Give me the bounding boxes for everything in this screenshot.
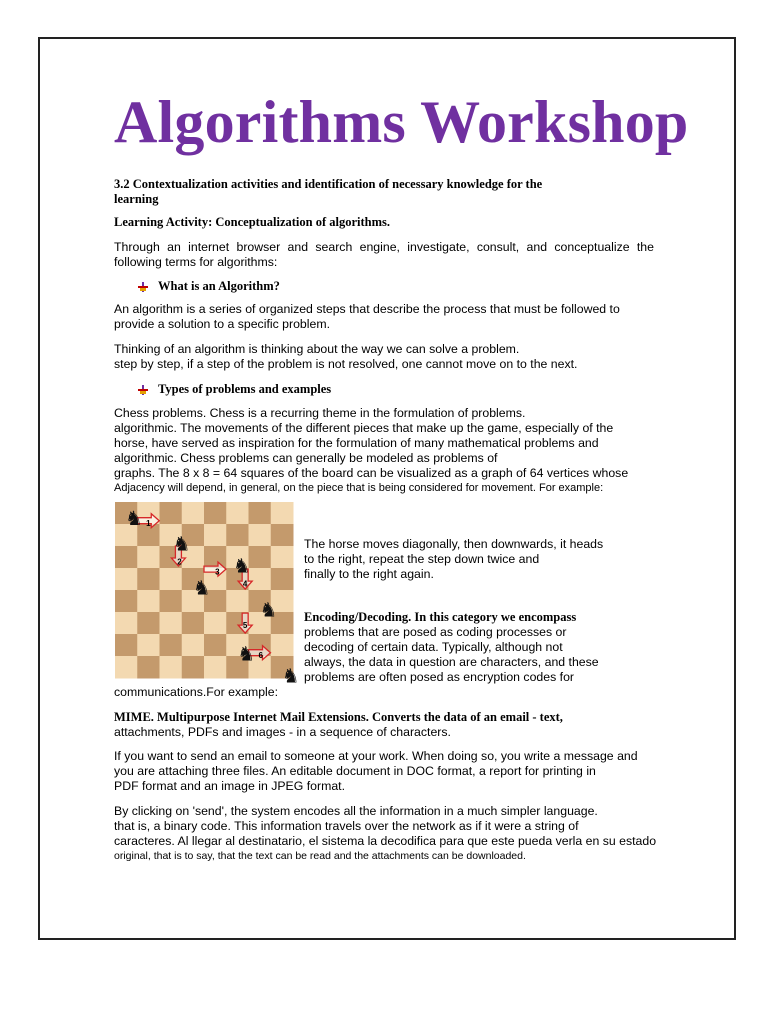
mime-paragraph xyxy=(114,710,654,740)
board-square xyxy=(204,612,227,635)
text-line: horse, have served as inspiration for the formulation of many mathematical problems and xyxy=(114,436,599,450)
text-line: Chess problems. Chess is a recurring theme in the formulation of problems. xyxy=(114,406,526,420)
bullet-what-is-algorithm xyxy=(138,279,280,294)
text-line: decoding of certain data. Typically, although not xyxy=(304,640,563,654)
board-square xyxy=(204,656,227,679)
board-square xyxy=(182,634,205,657)
board-square xyxy=(137,590,160,613)
board-square xyxy=(204,502,227,525)
knight-icon: ♞ xyxy=(172,531,191,556)
step-label: 6 xyxy=(258,650,263,660)
text-line: The horse moves diagonally, then downwards, it heads xyxy=(304,537,604,551)
board-square xyxy=(204,546,227,569)
board-square xyxy=(160,568,183,591)
text-line: Adjacency will depend, in general, on the piece that is being considered for movement. For example: xyxy=(114,482,604,494)
board-square xyxy=(115,568,138,591)
chess-paragraph xyxy=(114,406,654,496)
text-line: you are attaching three files. An editable document in DOC format, a report for printing in xyxy=(114,764,596,778)
text-line: step by step, if a step of the problem is not resolved, one cannot move on to the next. xyxy=(114,357,578,371)
text-line: caracteres. Al llegar al destinatario, el sistema la decodifica para que este pueda verla en su estado xyxy=(114,834,657,848)
encoding-paragraph xyxy=(304,610,664,685)
text-line: PDF format and an image in JPEG format. xyxy=(114,779,345,793)
board-square xyxy=(271,502,294,525)
board-square xyxy=(249,546,272,569)
board-square xyxy=(271,546,294,569)
step-label: 3 xyxy=(215,567,220,577)
section-heading-line: 3.2 Contextualization activities and identification of necessary knowledge for the xyxy=(114,177,543,191)
step-label: 2 xyxy=(177,557,182,567)
step-label: 4 xyxy=(242,579,248,589)
board-square xyxy=(249,568,272,591)
knight-icon: ♞ xyxy=(237,641,256,666)
board-square xyxy=(137,656,160,679)
text-line: If you want to send an email to someone at your work. When doing so, you write a message and xyxy=(114,749,638,763)
email-paragraph xyxy=(114,749,654,794)
board-square xyxy=(271,524,294,547)
text-line: Thinking of an algorithm is thinking about the way we can solve a problem. xyxy=(114,342,520,356)
text-line: finally to the right again. xyxy=(304,567,434,581)
board-square xyxy=(115,656,138,679)
board-square xyxy=(137,546,160,569)
board-square xyxy=(226,502,249,525)
knight-icon: ♞ xyxy=(232,553,251,578)
knight-icon: ♞ xyxy=(281,663,300,688)
text-line: that is, a binary code. This information travels over the network as if it were a string of xyxy=(114,819,579,833)
text-line: An algorithm is a series of organized steps that describe the process that must be followed to xyxy=(114,302,620,316)
bullet-label: What is an Algorithm? xyxy=(158,279,280,293)
text-line: original, that is to say, that the text can be read and the attachments can be downloaded. xyxy=(114,850,526,862)
board-square xyxy=(115,612,138,635)
learning-activity-heading: Learning Activity: Conceptualization of algorithms. xyxy=(114,215,391,229)
step-label: 1 xyxy=(146,518,151,528)
board-square xyxy=(160,612,183,635)
board-square xyxy=(226,524,249,547)
text-line: attachments, PDFs and images - in a sequence of characters. xyxy=(114,725,451,739)
board-square xyxy=(204,524,227,547)
thinking-paragraph xyxy=(114,342,654,372)
text-line: algorithmic. Chess problems can generally be modeled as problems of xyxy=(114,451,498,465)
intro-paragraph: Through an internet browser and search engine, investigate, consult, and conceptualize the following terms for algorithms: xyxy=(114,240,654,269)
board-square xyxy=(271,568,294,591)
horse-description xyxy=(304,537,664,582)
board-square xyxy=(137,568,160,591)
text-line: algorithmic. The movements of the different pieces that make up the game, especially of the xyxy=(114,421,614,435)
text-line: to the right, repeat the step down twice and xyxy=(304,552,540,566)
bullet-icon xyxy=(138,282,148,292)
board-square xyxy=(182,656,205,679)
bullet-icon xyxy=(138,385,148,395)
knight-icon: ♞ xyxy=(192,575,211,600)
board-square xyxy=(160,656,183,679)
text-line: graphs. The 8 x 8 = 64 squares of the board can be visualized as a graph of 64 vertices whose xyxy=(114,466,629,480)
algorithm-definition xyxy=(114,302,654,332)
send-paragraph xyxy=(114,804,657,864)
section-heading-line: learning xyxy=(114,192,159,206)
step-label: 5 xyxy=(242,621,248,631)
bullet-label: Types of problems and examples xyxy=(158,382,332,396)
encoding-heading: Encoding/Decoding. In this category we encompass xyxy=(304,610,577,624)
board-square xyxy=(249,502,272,525)
board-square xyxy=(115,634,138,657)
board-square xyxy=(182,612,205,635)
knight-icon: ♞ xyxy=(259,597,278,622)
board-square xyxy=(115,590,138,613)
encoding-paragraph-end: communications.For example: xyxy=(114,685,279,699)
text-line: always, the data in question are characters, and these xyxy=(304,655,599,669)
board-square xyxy=(271,634,294,657)
section-heading xyxy=(114,177,654,207)
board-square xyxy=(204,634,227,657)
bullet-types-of-problems xyxy=(138,382,331,397)
board-square xyxy=(249,524,272,547)
text-line: problems that are posed as coding processes or xyxy=(304,625,567,639)
board-square xyxy=(115,546,138,569)
board-square xyxy=(226,590,249,613)
knight-icon: ♞ xyxy=(124,506,143,531)
text-line: problems are often posed as encryption codes for xyxy=(304,670,575,684)
chess-board-figure xyxy=(115,502,300,688)
board-square xyxy=(160,590,183,613)
text-line: By clicking on 'send', the system encodes all the information in a much simpler language. xyxy=(114,804,598,818)
document-title: Algorithms Workshop xyxy=(114,89,689,155)
board-square xyxy=(160,634,183,657)
mime-heading: MIME. Multipurpose Internet Mail Extensions. Converts the data of an email - text, xyxy=(114,710,563,724)
board-square xyxy=(182,502,205,525)
board-square xyxy=(137,634,160,657)
board-square xyxy=(160,502,183,525)
board-square xyxy=(137,612,160,635)
text-line: provide a solution to a specific problem. xyxy=(114,317,330,331)
